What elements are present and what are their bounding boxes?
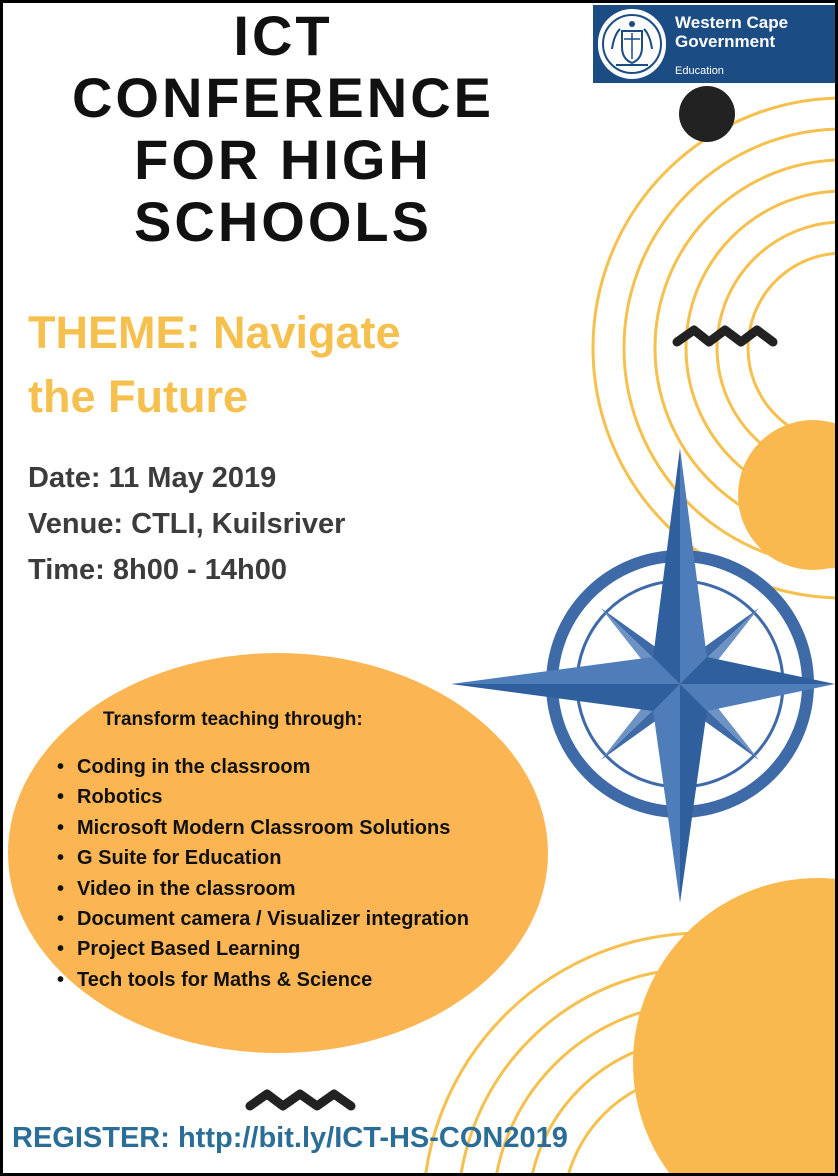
orange-circle-bottom: [633, 878, 835, 1173]
logo-department: Education: [675, 65, 724, 77]
list-item: • Microsoft Modern Classroom Solutions: [54, 813, 469, 843]
event-details: [28, 455, 345, 593]
topics-list: [54, 752, 469, 995]
zigzag-lower: [250, 1094, 351, 1106]
topics-heading: Transform teaching through:: [103, 709, 363, 730]
black-dot: [679, 86, 735, 142]
title-line-4: SCHOOLS: [134, 190, 432, 253]
list-item: • G Suite for Education: [54, 843, 469, 873]
logo-name-line-1: Western Cape: [675, 13, 789, 32]
list-item: • Project Based Learning: [54, 934, 469, 964]
register-link[interactable]: REGISTER: http://bit.ly/ICT-HS-CON2019: [12, 1122, 568, 1154]
theme-line-1: THEME: Navigate: [28, 307, 401, 358]
logo-name-line-2: Government: [675, 32, 776, 51]
list-item: • Video in the classroom: [54, 874, 469, 904]
zigzag-upper: [677, 330, 773, 342]
list-item: • Document camera / Visualizer integration: [54, 904, 469, 934]
western-cape-government-logo: [593, 5, 835, 83]
logo-name: [675, 13, 788, 51]
coat-of-arms-icon: [598, 9, 666, 79]
list-item: • Coding in the classroom: [54, 752, 469, 782]
theme-heading: [28, 301, 588, 429]
title-line-1: ICT: [233, 4, 333, 67]
title-line-2: CONFERENCE: [71, 66, 495, 129]
conference-poster: [3, 3, 835, 1173]
title-line-3: FOR HIGH: [134, 128, 432, 191]
poster-title: [23, 5, 543, 253]
event-time: Time: 8h00 - 14h00: [28, 554, 287, 586]
list-item: • Tech tools for Maths & Science: [54, 965, 469, 995]
list-item: • Robotics: [54, 782, 469, 812]
theme-line-2: the Future: [28, 371, 248, 422]
event-venue: Venue: CTLI, Kuilsriver: [28, 508, 346, 540]
event-date: Date: 11 May 2019: [28, 462, 277, 494]
